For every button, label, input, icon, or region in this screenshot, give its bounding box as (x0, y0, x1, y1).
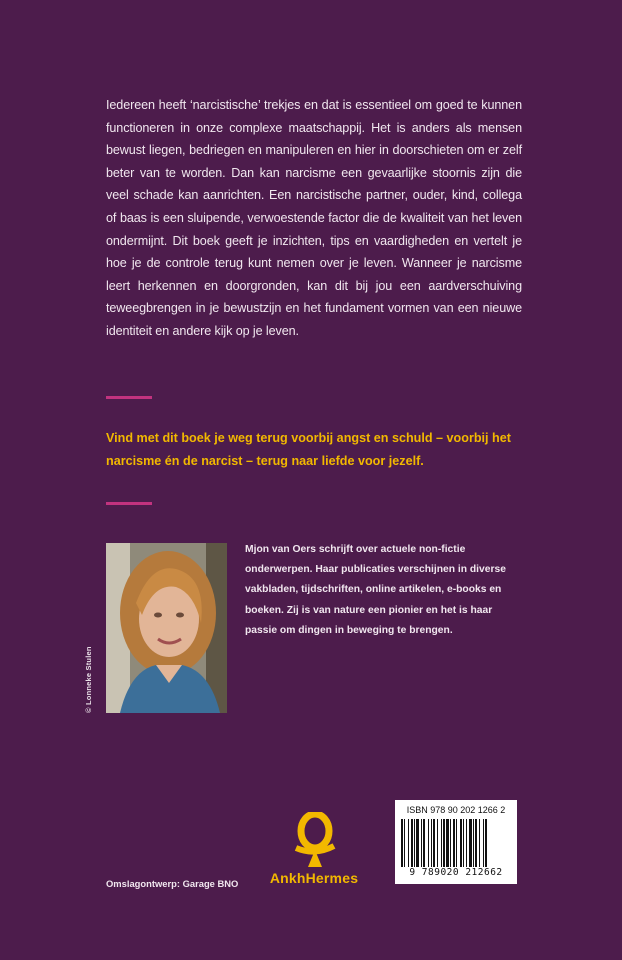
back-cover-blurb (106, 94, 522, 343)
barcode-bar (411, 819, 413, 867)
barcode-bar (404, 819, 405, 867)
barcode-bar (408, 819, 409, 867)
barcode-bar (473, 819, 474, 867)
barcode-bar (416, 819, 419, 867)
blurb-paragraph: Iedereen heeft ‘narcistische’ trekjes en dat is essentieel om goed te kunnen functioneren in onze complexe maatschappij. Het is anders als mensen bewust liegen, bedriegen en manipuleren en hier in doorschieten om er zelf beter van te worden. Dan kan narcisme een gevaarlijke stoornis zijn die veel schade kan aanrichten. Een narcistische partner, ouder, kind, collega of baas is een sluipende, verwoestende factor die de kwaliteit van het leven ondermijnt. Dit boek geeft je inzichten, tips en vaardigheden en vertelt je hoe je de controle terug kunt nemen over je leven. Wanneer je narcisme leert herkennen en doorgronden, kan dit bij jou een aardverschuiving teweegbrengen in je bewustzijn en het fundament vormen van een nieuwe identiteit en andere kijk op je leven. (106, 98, 522, 338)
barcode-bar (433, 819, 435, 867)
highlight-quote-text: Vind met dit boek je weg terug voorbij angst en schuld – voorbij het narcisme én de narcist – terug naar liefde voor jezelf. (106, 431, 511, 468)
barcode-bar (428, 819, 429, 867)
author-bio (245, 540, 523, 641)
isbn-label: ISBN 978 90 202 1266 2 (406, 805, 506, 815)
author-bio-text: Mjon van Oers schrijft over actuele non-fictie onderwerpen. Haar publicaties verschijnen in diverse vakbladen, tijdschriften, online artikelen, e-books en boeken. Zij is van nature een pionier en het is haar passie om dingen in beweging te brengen. (245, 544, 506, 636)
barcode-bar (431, 819, 432, 867)
barcode-bar (443, 819, 445, 867)
barcode-bar (421, 819, 422, 867)
author-photo (106, 543, 227, 713)
barcode-bar (485, 819, 487, 867)
barcode-bar (414, 819, 415, 867)
barcode-bar (483, 819, 484, 867)
barcode-bar (456, 819, 457, 867)
barcode-bars (399, 819, 513, 867)
barcode-bar (479, 819, 480, 867)
barcode-bar (466, 819, 467, 867)
barcode-bar (475, 819, 477, 867)
barcode-digits: 9 789020 212662 (409, 867, 503, 878)
divider-rule-top (106, 396, 152, 399)
barcode-bar (437, 819, 438, 867)
barcode-bar (450, 819, 451, 867)
highlight-quote (106, 427, 526, 472)
cover-design-credit: Omslagontwerp: Garage BNO (106, 878, 239, 889)
photo-credit: © Lonneke Stulen (84, 646, 93, 713)
barcode-bar (469, 819, 472, 867)
divider-rule-bottom (106, 502, 152, 505)
ankh-icon (292, 812, 338, 868)
barcode-bar (401, 819, 403, 867)
isbn-barcode (395, 800, 517, 884)
barcode-bar (441, 819, 442, 867)
barcode-bar (423, 819, 425, 867)
barcode-bar (453, 819, 455, 867)
barcode-bar (460, 819, 462, 867)
barcode-bar (446, 819, 449, 867)
barcode-bar (463, 819, 464, 867)
publisher-logo (262, 812, 366, 892)
publisher-name: AnkhHermes (269, 870, 359, 886)
